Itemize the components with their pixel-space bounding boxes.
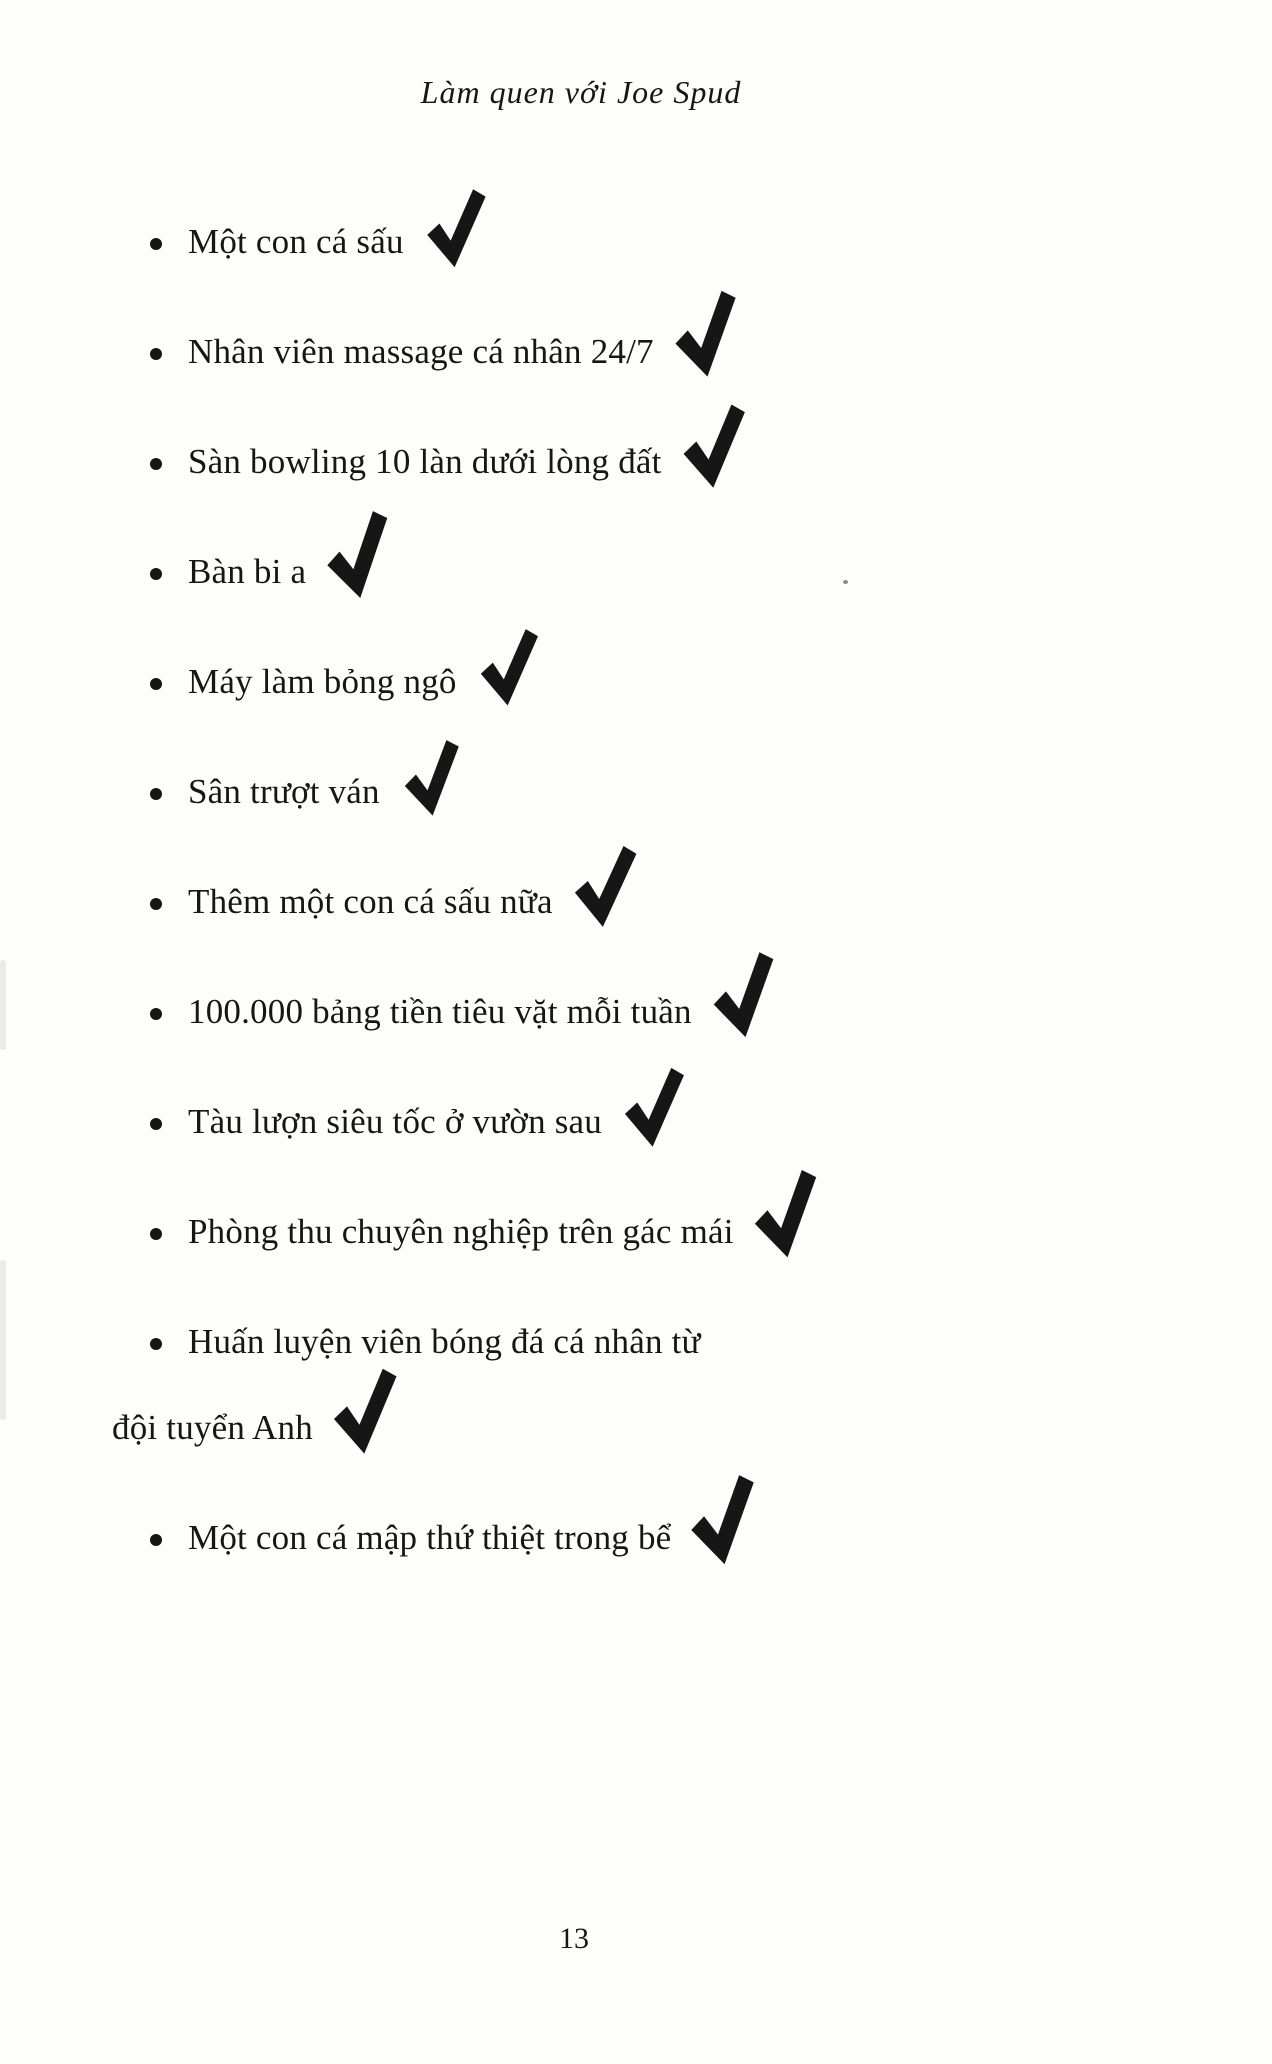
checklist-item xyxy=(150,1495,1232,1581)
check-icon xyxy=(322,508,394,602)
checklist-item xyxy=(150,1189,1232,1275)
item-text-continued: đội tuyển Anh xyxy=(112,1408,313,1448)
checklist-item-line xyxy=(150,639,1232,725)
checklist-item-line xyxy=(150,1189,1232,1275)
checklist-item-line xyxy=(150,859,1232,945)
checklist-item-line xyxy=(112,1385,1232,1471)
checklist-item xyxy=(150,749,1232,835)
bullet-dot xyxy=(150,1228,162,1240)
checklist-item-line xyxy=(150,309,1232,395)
item-text: 100.000 bảng tiền tiêu vặt mỗi tuần xyxy=(188,992,692,1032)
checklist-item-line xyxy=(150,969,1232,1055)
checklist-item-line xyxy=(150,419,1232,505)
item-text: Sàn bowling 10 làn dưới lòng đất xyxy=(188,442,662,482)
bullet-dot xyxy=(150,898,162,910)
checklist-item xyxy=(150,969,1232,1055)
item-text: Nhân viên massage cá nhân 24/7 xyxy=(188,332,654,372)
check-icon xyxy=(680,402,747,491)
check-icon xyxy=(687,1472,759,1567)
bullet-dot xyxy=(150,458,162,470)
checklist-item-line xyxy=(150,749,1232,835)
checklist-item xyxy=(150,859,1232,945)
bullet-dot xyxy=(150,348,162,360)
bullet-dot xyxy=(150,1008,162,1020)
check-icon xyxy=(402,738,462,818)
bullet-dot xyxy=(150,238,162,250)
bullet-dot xyxy=(150,788,162,800)
item-text: Thêm một con cá sấu nữa xyxy=(188,882,553,922)
checklist xyxy=(0,199,1272,1581)
check-icon xyxy=(331,1366,399,1457)
check-icon xyxy=(750,1167,821,1260)
bullet-dot xyxy=(150,568,162,580)
item-text: Một con cá sấu xyxy=(188,222,404,262)
page-header: Làm quen với Joe Spud xyxy=(420,74,742,110)
item-text: Máy làm bỏng ngô xyxy=(188,662,457,702)
scan-speck xyxy=(843,580,848,584)
scan-smudge xyxy=(0,960,6,1050)
item-text: Huấn luyện viên bóng đá cá nhân từ xyxy=(188,1322,701,1362)
checklist-item-line xyxy=(150,1299,1232,1385)
checklist-item xyxy=(150,199,1232,285)
check-icon xyxy=(477,626,540,709)
check-icon xyxy=(570,841,638,930)
check-icon xyxy=(671,288,741,380)
scan-smudge xyxy=(0,1260,6,1420)
page-number: 13 xyxy=(559,1922,589,1955)
checklist-item-line xyxy=(150,1495,1232,1581)
bullet-dot xyxy=(150,1118,162,1130)
item-text: Phòng thu chuyên nghiệp trên gác mái xyxy=(188,1212,734,1252)
checklist-item xyxy=(150,309,1232,395)
item-text: Một con cá mập thứ thiệt trong bể xyxy=(188,1518,672,1558)
checklist-item-line xyxy=(150,1079,1232,1165)
checklist-item xyxy=(112,1299,1232,1471)
checklist-item xyxy=(150,529,1232,615)
checklist-item xyxy=(150,419,1232,505)
item-text: Sân trượt ván xyxy=(188,772,380,812)
item-text: Bàn bi a xyxy=(188,552,307,592)
checklist-item xyxy=(150,1079,1232,1165)
check-icon xyxy=(709,950,778,1041)
checklist-item xyxy=(150,639,1232,725)
check-icon xyxy=(622,1064,687,1150)
check-icon xyxy=(424,186,488,271)
checklist-item-line xyxy=(150,529,1232,615)
checklist-item-line xyxy=(150,199,1232,285)
item-text: Tàu lượn siêu tốc ở vườn sau xyxy=(188,1102,602,1142)
bullet-dot xyxy=(150,678,162,690)
bullet-dot xyxy=(150,1534,162,1546)
bullet-dot xyxy=(150,1338,162,1350)
